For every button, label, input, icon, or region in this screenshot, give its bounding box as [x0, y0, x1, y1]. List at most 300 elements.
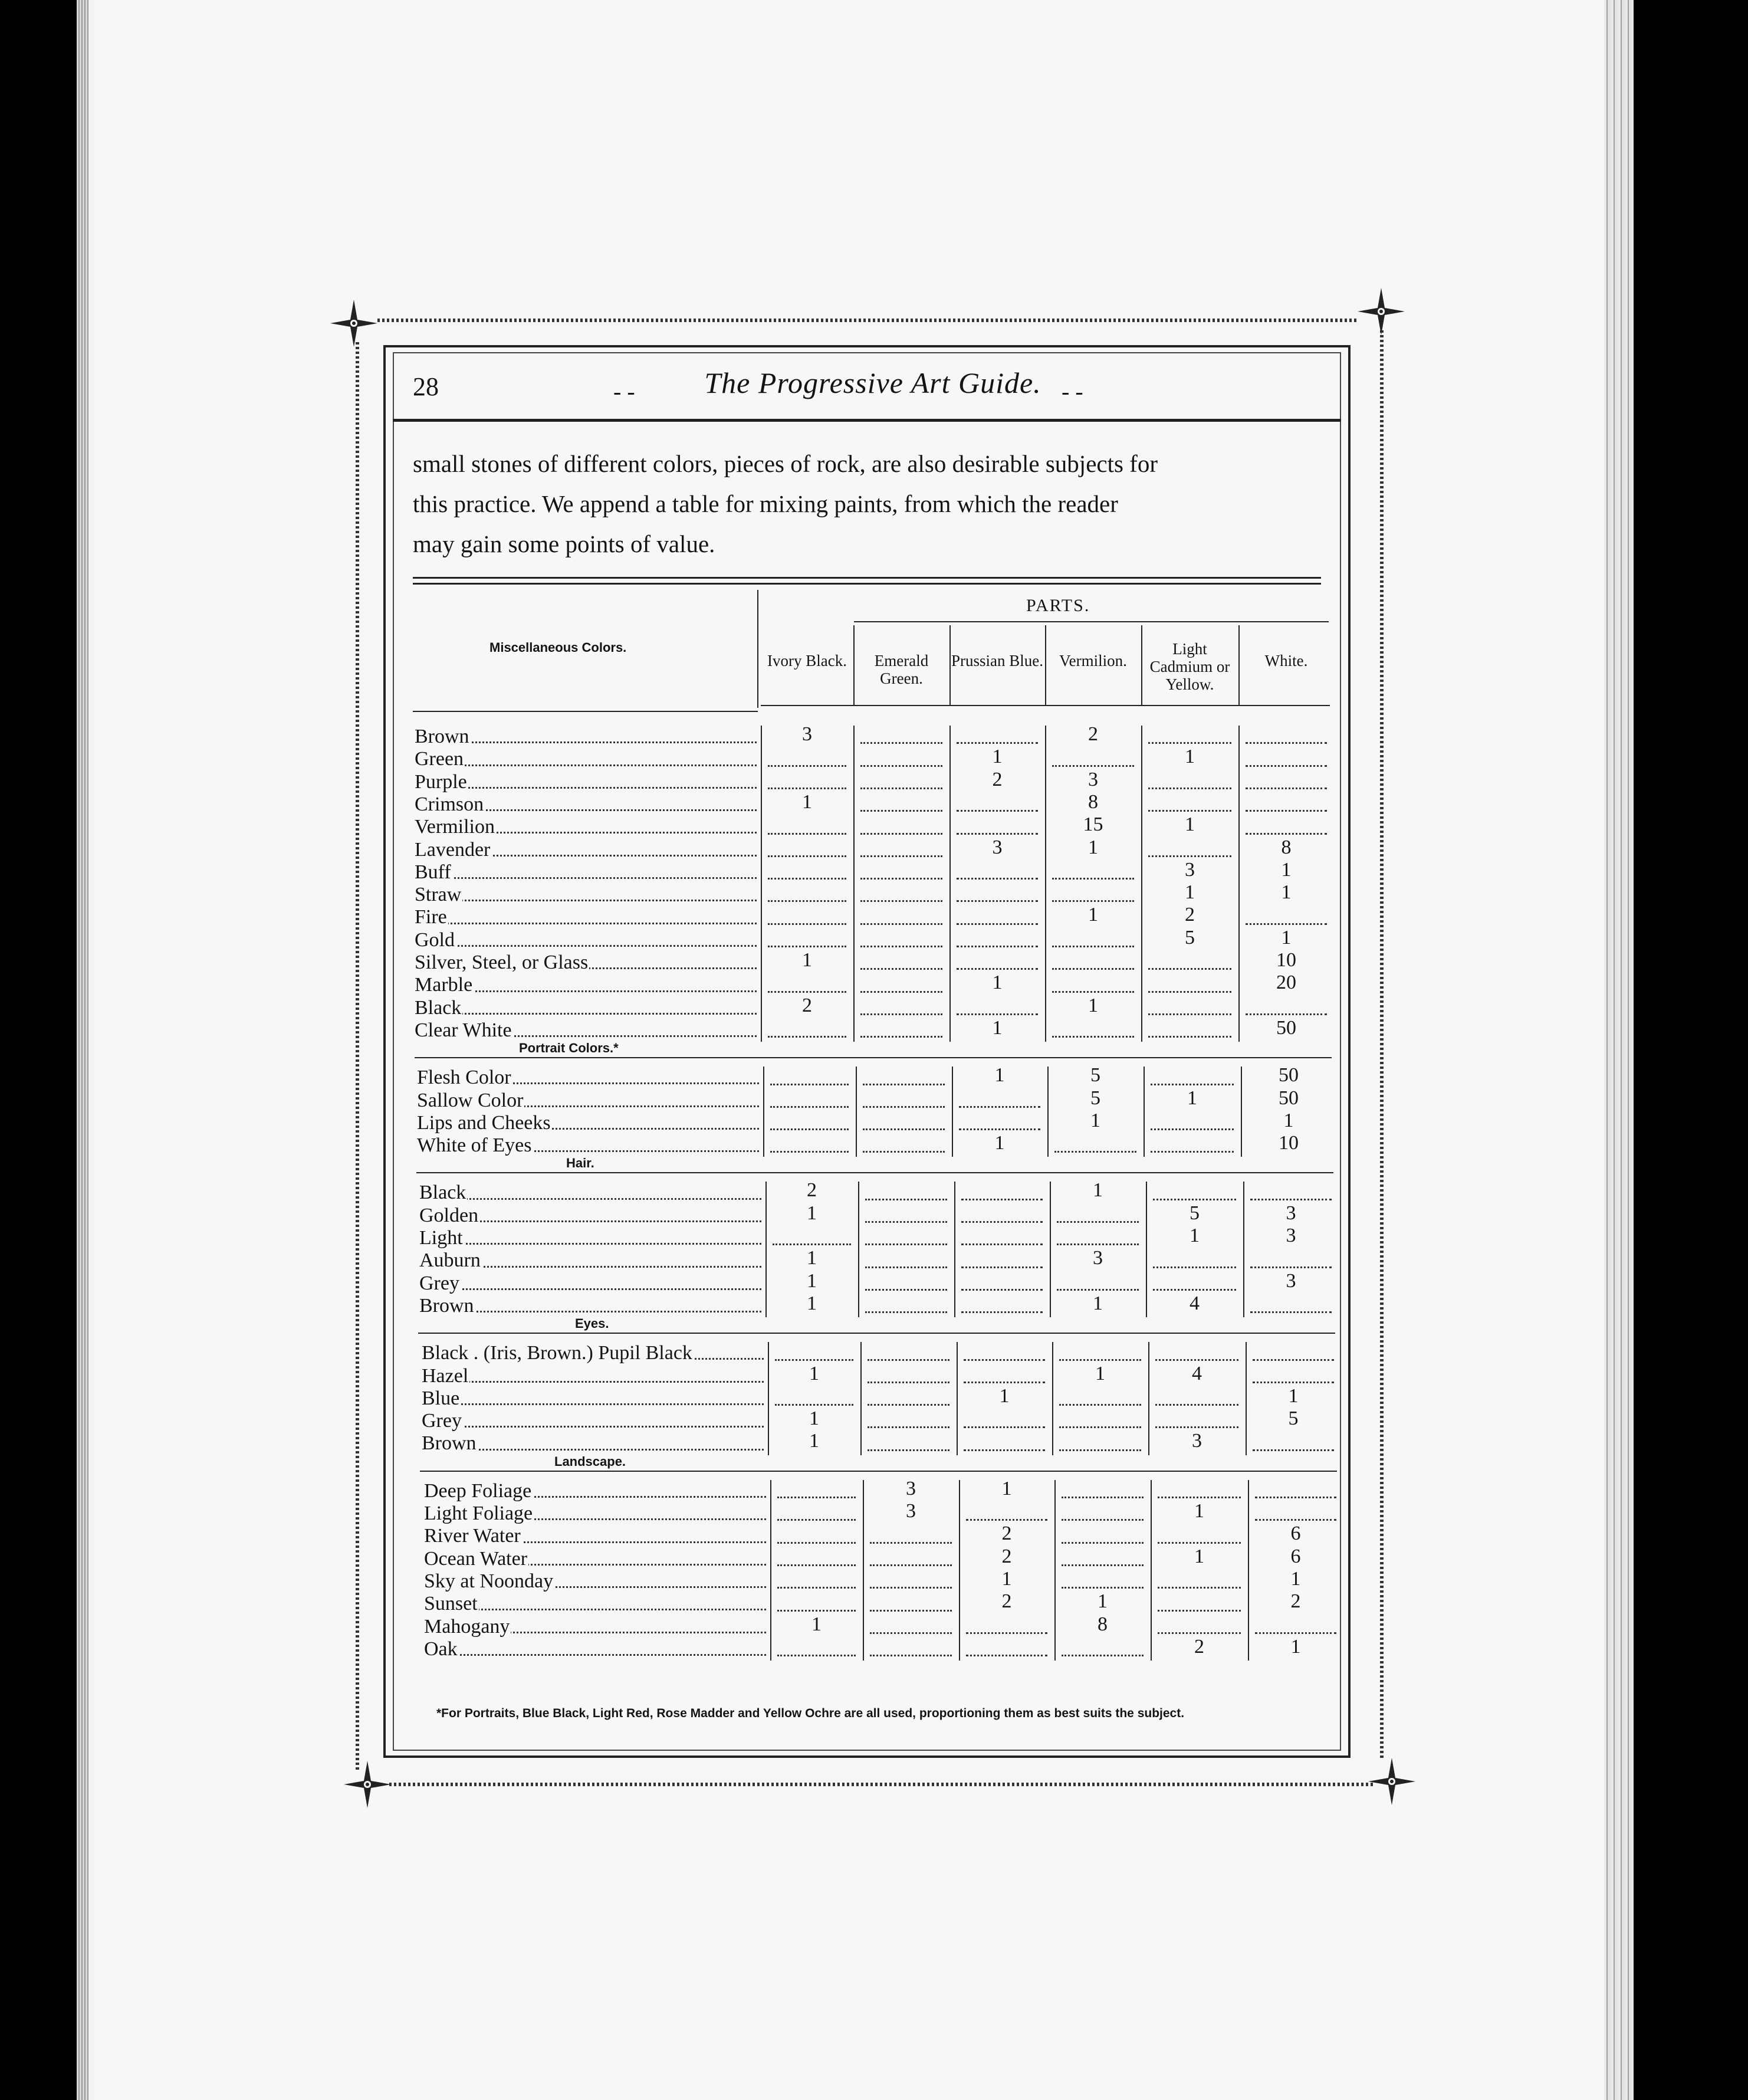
table-cell-value: 2 [1001, 1545, 1012, 1567]
table-cell-empty [957, 742, 1038, 744]
table-cell-value: 3 [992, 836, 1003, 858]
table-cell-empty [1148, 968, 1231, 970]
table-cell-empty [860, 923, 942, 925]
table-cell-value: 1 [809, 1407, 819, 1430]
header-bottom-rule [761, 705, 1330, 706]
row-label-text: Clear White [415, 1019, 512, 1041]
table-column-rule [856, 1067, 857, 1157]
table-cell-value: 8 [1281, 836, 1292, 858]
section-rule [420, 1471, 1337, 1472]
table-cell-empty [860, 765, 942, 767]
table-cell-empty [1250, 1266, 1332, 1268]
table-cell-value: 2 [1194, 1635, 1204, 1658]
table-cell-value: 1 [1093, 1292, 1103, 1314]
row-label-text: Blue [422, 1387, 460, 1409]
table-cell-empty [964, 1359, 1045, 1361]
table-cell-value: 2 [992, 768, 1003, 790]
table-cell-empty [860, 968, 942, 970]
table-cell-value: 2 [1185, 904, 1195, 926]
table-cell-value: 1 [1290, 1567, 1301, 1590]
table-cell-value: 6 [1290, 1545, 1301, 1567]
table-column-rule [954, 1182, 955, 1317]
row-label-text: Mahogany [424, 1615, 510, 1638]
table-cell-empty [868, 1404, 949, 1406]
table-cell-value: 3 [802, 723, 812, 745]
row-label-text: Gold [415, 928, 455, 951]
table-cell-empty [768, 878, 846, 880]
table-cell-empty [777, 1610, 856, 1612]
table-cell-empty [1158, 1497, 1241, 1498]
table-column-rule [1248, 1480, 1249, 1661]
table-row-label [419, 1182, 761, 1204]
row-label-text: White of Eyes [417, 1134, 532, 1157]
table-column-rule [1141, 625, 1142, 705]
parts-rule [854, 621, 1329, 622]
table-cell-value: 50 [1279, 1064, 1299, 1087]
table-cell-value: 2 [1001, 1522, 1012, 1545]
table-row-label [415, 929, 757, 951]
table-cell-empty [868, 1382, 949, 1383]
table-cell-empty [1057, 1289, 1139, 1291]
table-top-rule [413, 577, 1321, 579]
table-cell-empty [1059, 1449, 1141, 1451]
table-cell-empty [1148, 1013, 1231, 1015]
table-cell-empty [957, 878, 1038, 880]
table-cell-value: 1 [811, 1613, 822, 1635]
table-column-rule [860, 1342, 862, 1455]
table-cell-value: 50 [1279, 1087, 1299, 1109]
table-cell-value: 1 [992, 1016, 1003, 1039]
header-rule [393, 419, 1341, 422]
table-cell-empty [961, 1311, 1043, 1313]
table-row-label [415, 884, 757, 906]
row-label-text: Sallow Color [417, 1089, 524, 1111]
table-cell-empty [961, 1266, 1043, 1268]
table-cell-value: 3 [1192, 1430, 1202, 1452]
table-cell-empty [865, 1243, 947, 1245]
table-cell-value: 2 [1001, 1590, 1012, 1613]
table-cell-empty [961, 1289, 1043, 1291]
table-row-label [424, 1480, 766, 1502]
table-cell-value: 1 [1288, 1384, 1299, 1407]
section-heading: Hair. [566, 1156, 594, 1171]
table-column-rule [763, 1067, 764, 1157]
ornament-star-icon [344, 1761, 391, 1808]
section-heading: Landscape. [554, 1453, 626, 1469]
column-header-ivory-black: Ivory Black. [767, 652, 847, 670]
table-cell-empty [768, 900, 846, 902]
row-label-text: Black . (Iris, Brown.) Pupil Black [422, 1342, 692, 1364]
column-header-light-cadmium: Light Cadmium or Yellow. [1149, 640, 1230, 693]
table-column-rule [1238, 726, 1240, 1042]
table-row-label [424, 1502, 766, 1525]
table-cell-value: 10 [1276, 949, 1296, 971]
table-cell-empty [777, 1564, 856, 1566]
table-cell-value: 8 [1088, 790, 1098, 813]
table-cell-empty [957, 833, 1038, 835]
table-column-rule [1148, 1342, 1149, 1455]
table-cell-value: 6 [1290, 1522, 1301, 1545]
table-cell-value: 1 [807, 1292, 817, 1314]
table-column-rule [863, 1480, 864, 1661]
table-cell-empty [1052, 991, 1134, 993]
table-cell-value: 5 [1090, 1064, 1100, 1087]
section-heading: Eyes. [575, 1316, 609, 1331]
table-cell-value: 1 [992, 746, 1003, 768]
table-cell-empty [1151, 1084, 1234, 1085]
row-label-text: Brown [422, 1432, 477, 1455]
footnote: *For Portraits, Blue Black, Light Red, Rose Madder and Yellow Ochre are all used, proportioning them as best suits the subject. [436, 1707, 1185, 1720]
ornament-left-line [356, 342, 359, 1770]
table-cell-empty [777, 1497, 856, 1498]
row-label-text: Light [419, 1227, 463, 1249]
table-cell-empty [777, 1587, 856, 1589]
table-cell-empty [1158, 1542, 1241, 1544]
table-column-rule [1146, 1182, 1147, 1317]
table-cell-value: 1 [807, 1247, 817, 1269]
table-row-label [419, 1272, 761, 1295]
table-cell-empty [1155, 1359, 1238, 1361]
table-cell-empty [1155, 1426, 1238, 1428]
table-cell-empty [1148, 1036, 1231, 1038]
table-column-rule [1050, 1182, 1051, 1317]
table-cell-empty [1148, 855, 1231, 857]
row-label-text: Oak [424, 1638, 458, 1660]
table-cell-empty [1054, 1151, 1136, 1153]
table-row-label [415, 1019, 757, 1042]
page-number: 28 [413, 372, 439, 401]
table-row-label [415, 726, 757, 748]
table-cell-empty [957, 810, 1038, 812]
table-cell-value: 15 [1083, 813, 1103, 836]
table-cell-value: 1 [1001, 1477, 1012, 1499]
table-cell-value: 1 [992, 972, 1003, 994]
table-cell-empty [966, 1519, 1047, 1521]
ornament-right-line [1380, 330, 1384, 1758]
section-heading: Miscellaneous Colors. [489, 640, 627, 655]
table-cell-empty [775, 1404, 853, 1406]
table-cell-value: 50 [1276, 1016, 1296, 1039]
table-cell-empty [1250, 1199, 1332, 1200]
table-row-label [424, 1638, 766, 1661]
table-cell-empty [770, 1128, 849, 1130]
table-cell-empty [1253, 1449, 1334, 1451]
table-cell-empty [768, 991, 846, 993]
table-cell-empty [770, 1106, 849, 1108]
table-cell-empty [1052, 968, 1134, 970]
table-cell-empty [1155, 1404, 1238, 1406]
table-cell-empty [860, 878, 942, 880]
table-cell-value: 1 [1185, 746, 1195, 768]
table-cell-empty [1052, 765, 1134, 767]
table-row-label [415, 861, 757, 884]
table-cell-empty [959, 1106, 1040, 1108]
row-label-text: Lavender [415, 838, 491, 861]
table-cell-empty [1148, 742, 1231, 744]
table-cell-value: 1 [1098, 1590, 1108, 1613]
table-row-label [424, 1616, 766, 1638]
table-cell-empty [966, 1655, 1047, 1656]
header-bottom-rule [413, 711, 758, 712]
table-cell-value: 1 [809, 1362, 819, 1384]
table-cell-empty [957, 900, 1038, 902]
table-row-label [424, 1593, 766, 1615]
table-cell-empty [860, 742, 942, 744]
running-head-dashes-left: - - [613, 378, 635, 405]
table-row-label [422, 1387, 764, 1410]
table-cell-empty [957, 946, 1038, 947]
table-row-label [419, 1227, 761, 1249]
table-cell-value: 3 [1093, 1247, 1103, 1269]
table-cell-value: 1 [807, 1269, 817, 1292]
table-cell-empty [863, 1151, 945, 1153]
table-cell-empty [961, 1243, 1043, 1245]
column-header-vermilion: Vermilion. [1059, 652, 1127, 670]
table-cell-empty [773, 1243, 851, 1245]
row-label-text: Grey [419, 1272, 459, 1294]
table-row-label [424, 1548, 766, 1570]
table-column-rule [949, 625, 951, 705]
table-cell-empty [1052, 946, 1134, 947]
table-cell-empty [1158, 1632, 1241, 1634]
table-column-rule [1243, 1182, 1244, 1317]
table-row-label [422, 1342, 764, 1364]
table-cell-empty [768, 788, 846, 789]
table-cell-value: 1 [994, 1132, 1005, 1154]
table-cell-empty [870, 1542, 952, 1544]
table-row-label [419, 1205, 761, 1227]
table-cell-empty [957, 968, 1038, 970]
section-rule [415, 1057, 1332, 1058]
table-column-rule [1246, 1342, 1247, 1455]
table-cell-empty [957, 923, 1038, 925]
table-cell-value: 1 [802, 949, 812, 971]
table-cell-value: 4 [1192, 1362, 1202, 1384]
table-row-label [415, 816, 757, 838]
table-cell-empty [768, 833, 846, 835]
table-cell-value: 3 [1286, 1202, 1296, 1224]
table-column-rule [770, 1480, 771, 1661]
table-cell-value: 1 [807, 1202, 817, 1224]
table-cell-empty [1151, 1128, 1234, 1130]
row-label-text: Sky at Noonday [424, 1570, 554, 1592]
row-label-text: Light Foliage [424, 1502, 533, 1524]
row-label-text: Marble [415, 974, 473, 996]
table-cell-empty [1059, 1359, 1141, 1361]
table-cell-empty [966, 1632, 1047, 1634]
table-cell-empty [863, 1128, 945, 1130]
table-cell-empty [1062, 1655, 1144, 1656]
table-cell-empty [1158, 1610, 1241, 1612]
table-cell-value: 5 [1185, 926, 1195, 949]
table-cell-empty [1062, 1587, 1144, 1589]
table-cell-value: 3 [1286, 1225, 1296, 1246]
table-cell-empty [1062, 1519, 1144, 1521]
table-column-rule [957, 1342, 958, 1455]
page-stack-edge-left [77, 0, 88, 2100]
table-cell-empty [860, 1036, 942, 1038]
table-cell-empty [865, 1311, 947, 1313]
row-label-text: Grey [422, 1410, 462, 1432]
table-row-label [417, 1090, 759, 1112]
table-cell-value: 1 [1088, 904, 1098, 926]
table-cell-value: 1 [809, 1430, 819, 1452]
table-cell-value: 3 [1088, 768, 1098, 790]
row-label-text: Lips and Cheeks [417, 1111, 551, 1134]
table-cell-empty [1057, 1243, 1139, 1245]
table-cell-value: 2 [807, 1179, 817, 1202]
table-cell-empty [865, 1221, 947, 1223]
table-cell-value: 3 [1185, 858, 1195, 881]
table-column-rule [1045, 625, 1046, 705]
table-row-label [419, 1249, 761, 1272]
table-cell-value: 2 [802, 994, 812, 1016]
table-cell-empty [868, 1426, 949, 1428]
table-cell-value: 8 [1098, 1613, 1108, 1635]
table-cell-value: 1 [1090, 1109, 1100, 1131]
table-cell-empty [1255, 1497, 1336, 1498]
intro-paragraph [413, 444, 1324, 564]
table-cell-empty [863, 1106, 945, 1108]
table-cell-value: 3 [1286, 1269, 1296, 1292]
table-cell-value: 1 [1281, 881, 1292, 904]
row-label-text: Auburn [419, 1249, 481, 1272]
table-cell-value: 1 [1185, 813, 1195, 836]
table-cell-value: 10 [1279, 1132, 1299, 1154]
table-cell-empty [777, 1542, 856, 1544]
table-cell-empty [870, 1564, 952, 1566]
table-cell-empty [1057, 1221, 1139, 1223]
table-row-label [415, 771, 757, 793]
table-cell-empty [770, 1084, 849, 1085]
table-top-rule [413, 583, 1321, 585]
row-label-text: Hazel [422, 1364, 469, 1387]
table-cell-empty [1246, 923, 1327, 925]
table-column-rule [1054, 1480, 1056, 1661]
table-row-label [415, 748, 757, 770]
table-cell-value: 20 [1276, 972, 1296, 994]
table-cell-empty [957, 1013, 1038, 1015]
table-column-rule [1241, 1067, 1242, 1157]
table-cell-empty [1148, 810, 1231, 812]
table-cell-empty [961, 1199, 1043, 1200]
table-cell-empty [860, 946, 942, 947]
table-row-label [417, 1067, 759, 1089]
page-stack-edge-right [1604, 0, 1634, 2100]
row-label-text: Vermilion [415, 816, 495, 838]
table-cell-value: 1 [999, 1384, 1010, 1407]
table-row-label [415, 906, 757, 928]
row-label-text: Purple [415, 770, 467, 793]
table-cell-empty [1153, 1266, 1236, 1268]
table-cell-empty [1153, 1289, 1236, 1291]
table-cell-value: 1 [1187, 1087, 1197, 1109]
table-row-label [417, 1112, 759, 1134]
row-label-text: Brown [415, 726, 469, 747]
row-label-text: Straw [415, 884, 462, 906]
section-rule [418, 1333, 1335, 1334]
table-cell-empty [860, 991, 942, 993]
row-label-text: Fire [415, 906, 447, 928]
table-row-label [424, 1570, 766, 1593]
table-cell-empty [1148, 788, 1231, 789]
parts-label: PARTS. [1026, 596, 1090, 615]
row-label-text: Green [415, 748, 464, 770]
table-row-label [415, 793, 757, 816]
table-row-label [415, 951, 757, 974]
table-cell-empty [1255, 1632, 1336, 1634]
table-cell-value: 5 [1090, 1087, 1100, 1109]
row-label-text: Flesh Color [417, 1067, 511, 1089]
table-cell-empty [1255, 1519, 1336, 1521]
table-cell-empty [1158, 1587, 1241, 1589]
table-cell-empty [1246, 742, 1327, 744]
table-cell-value: 5 [1288, 1407, 1299, 1430]
row-label-text: River Water [424, 1525, 521, 1547]
column-header-prussian-blue: Prussian Blue. [951, 652, 1043, 670]
table-cell-empty [959, 1128, 1040, 1130]
table-cell-value: 1 [1290, 1635, 1301, 1658]
row-label-text: Buff [415, 861, 451, 883]
table-cell-empty [1052, 878, 1134, 880]
table-cell-empty [860, 1013, 942, 1015]
row-label-text: Black [419, 1182, 466, 1204]
table-cell-empty [1062, 1497, 1144, 1498]
ornament-star-icon [1358, 288, 1405, 335]
table-cell-value: 1 [802, 790, 812, 813]
table-column-rule [768, 1342, 769, 1455]
row-label-text: Silver, Steel, or Glass [415, 951, 589, 973]
table-cell-empty [860, 900, 942, 902]
table-cell-empty [1148, 991, 1231, 993]
table-row-label [424, 1525, 766, 1547]
table-column-rule [1052, 1342, 1053, 1455]
table-cell-empty [865, 1266, 947, 1268]
section-rule [416, 1172, 1333, 1173]
table-row-label [422, 1410, 764, 1432]
table-cell-value: 4 [1190, 1292, 1200, 1314]
row-label-text: Deep Foliage [424, 1479, 532, 1502]
table-cell-empty [1059, 1404, 1141, 1406]
table-cell-empty [865, 1289, 947, 1291]
table-column-rule [1238, 625, 1240, 705]
table-cell-empty [863, 1084, 945, 1085]
table-cell-empty [1246, 788, 1327, 789]
table-cell-empty [860, 810, 942, 812]
table-column-rule [858, 1182, 859, 1317]
table-cell-empty [1153, 1199, 1236, 1200]
column-header-emerald-green: Emerald Green. [874, 652, 929, 687]
intro-line: small stones of different colors, pieces of rock, are also desirable subjects for [413, 450, 1158, 477]
table-cell-value: 1 [1283, 1109, 1294, 1131]
table-cell-empty [1052, 900, 1134, 902]
table-cell-value: 1 [1095, 1362, 1105, 1384]
table-column-rule [1045, 726, 1046, 1042]
running-head: The Progressive Art Guide. [704, 366, 1041, 399]
table-cell-empty [768, 946, 846, 947]
table-cell-empty [777, 1519, 856, 1521]
table-column-rule [959, 1480, 960, 1661]
table-cell-value: 2 [1088, 723, 1098, 745]
table-row-label [422, 1365, 764, 1387]
table-row-label [415, 839, 757, 861]
table-cell-empty [868, 1449, 949, 1451]
row-label-text: Sunset [424, 1593, 478, 1615]
ornament-star-icon [1368, 1758, 1415, 1805]
table-cell-empty [768, 855, 846, 857]
table-cell-value: 1 [1001, 1567, 1012, 1590]
table-cell-empty [870, 1587, 952, 1589]
